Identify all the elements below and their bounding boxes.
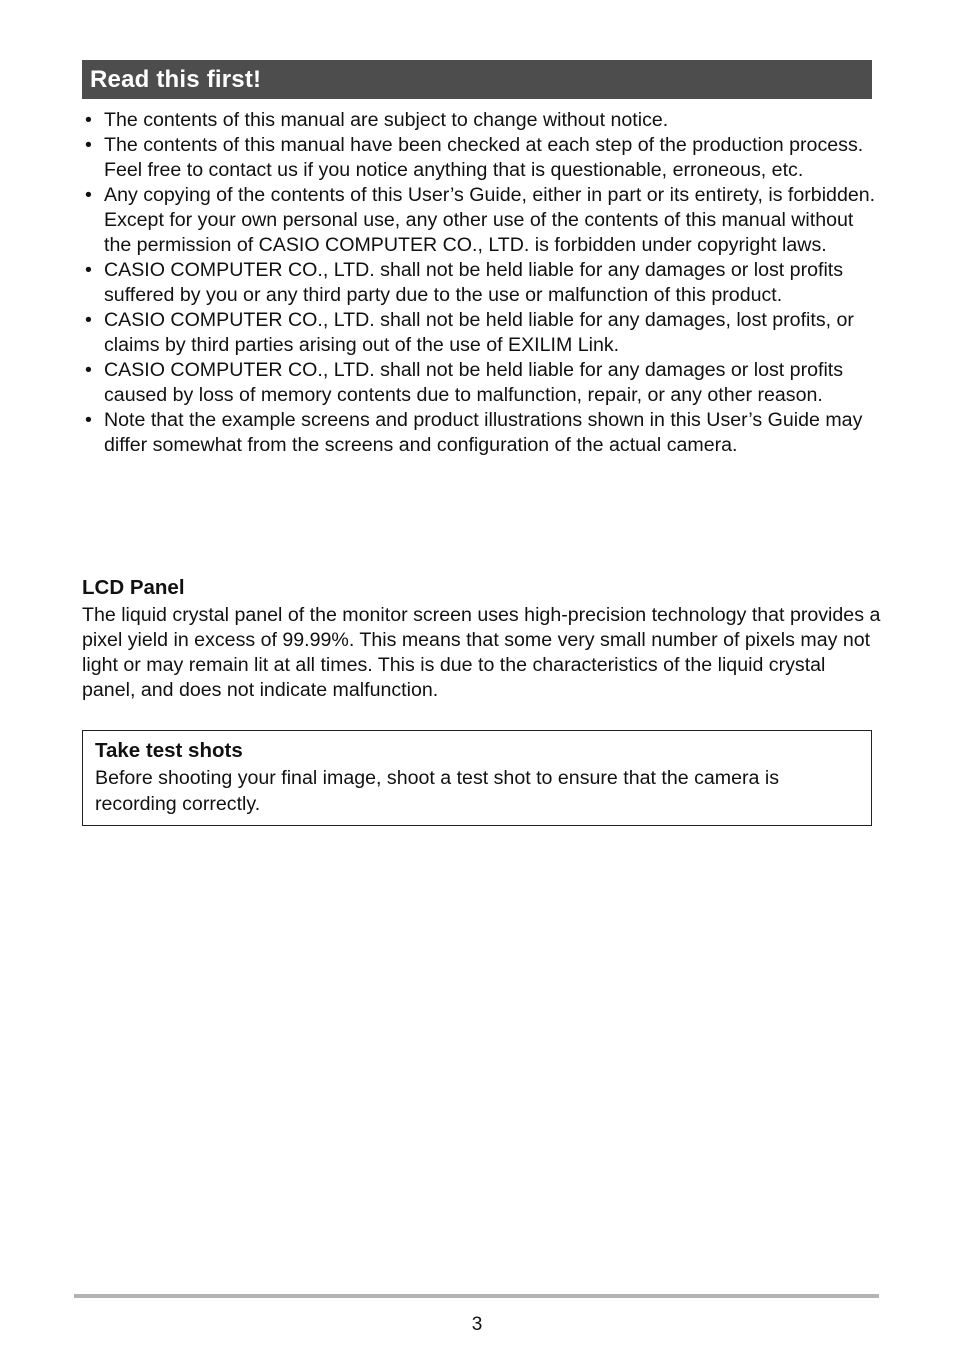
- test-shots-note-box: [82, 730, 872, 826]
- page-title-bar: [82, 60, 872, 99]
- lcd-panel-body: The liquid crystal panel of the monitor screen uses high-precision technology that provides a pixel yield in excess of 99.99%. This means that some very small number of pixels may not light or may remain lit at all times. This is due to the characteristics of the liquid crystal panel, and does not indicate malfunction.: [82, 604, 881, 701]
- bullet-icon: •: [85, 134, 92, 156]
- list-item: [82, 133, 882, 183]
- list-item-text: Note that the example screens and product illustrations shown in this User’s Guide may differ somewhat from the screens and configuration of the actual camera.: [104, 409, 863, 456]
- bullet-icon: •: [85, 109, 92, 131]
- bullet-icon: •: [85, 359, 92, 381]
- bullet-icon: •: [85, 409, 92, 431]
- bullet-icon: •: [85, 184, 92, 206]
- list-item: [82, 408, 882, 458]
- list-item: [82, 258, 882, 308]
- list-item-text: Any copying of the contents of this User’s Guide, either in part or its entirety, is forbidden. Except for your own personal use, any other use of the contents of this manual without the permission of CASIO COMPUTER CO., LTD. is forbidden under copyright laws.: [104, 184, 876, 256]
- list-item: [82, 108, 882, 133]
- test-shots-heading: Take test shots: [95, 739, 243, 762]
- page-title: Read this first!: [90, 65, 262, 93]
- list-item-text: CASIO COMPUTER CO., LTD. shall not be held liable for any damages, lost profits, or claims by third parties arising out of the use of EXILIM Link.: [104, 309, 854, 356]
- list-item: [82, 183, 882, 258]
- page-number: 3: [471, 1314, 483, 1335]
- list-item-text: CASIO COMPUTER CO., LTD. shall not be held liable for any damages or lost profits suffered by you or any third party due to the use or malfunction of this product.: [104, 259, 844, 306]
- list-item-text: CASIO COMPUTER CO., LTD. shall not be held liable for any damages or lost profits caused by loss of memory contents due to malfunction, repair, or any other reason.: [104, 359, 844, 406]
- lcd-panel-heading: LCD Panel: [82, 576, 185, 599]
- bullet-icon: •: [85, 259, 92, 281]
- bullet-icon: •: [85, 309, 92, 331]
- test-shots-body: Before shooting your final image, shoot a test shot to ensure that the camera is recording correctly.: [95, 767, 779, 815]
- notice-list: [82, 108, 882, 458]
- footer-divider: [74, 1294, 879, 1298]
- list-item: [82, 308, 882, 358]
- list-item-text: The contents of this manual are subject to change without notice.: [104, 109, 669, 131]
- list-item-text: The contents of this manual have been checked at each step of the production process. Feel free to contact us if you notice anything that is questionable, erroneous, etc.: [104, 134, 864, 181]
- list-item: [82, 358, 882, 408]
